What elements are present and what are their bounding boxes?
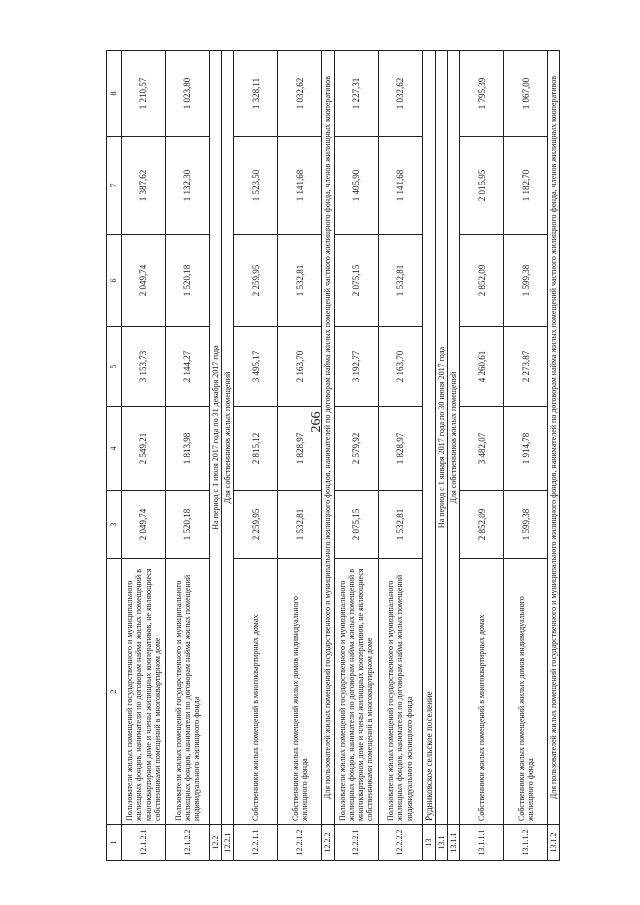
row-description: Собственники жилых помещений жилых домов индивидуального жилищного фонда [504, 559, 548, 825]
tariff-value: 1 227,31 [334, 51, 378, 137]
table-row [278, 51, 322, 861]
tariff-value: 2 015,95 [460, 137, 504, 235]
row-code: 13 [422, 825, 435, 861]
row-description: Собственники жилых помещений в многоквартирных домах [234, 559, 278, 825]
tariff-value: 2 549,21 [122, 407, 166, 491]
subheader-row [548, 51, 560, 861]
tariff-value: 1 132,30 [166, 137, 210, 235]
row-description: Собственники жилых помещений жилых домов индивидуального жилищного фонда [278, 559, 322, 825]
tariff-value: 2 852,09 [460, 235, 504, 327]
tariff-value: 2 163,70 [378, 327, 422, 407]
tariff-value: 1 520,18 [166, 491, 210, 559]
tariff-value: 1 032,62 [378, 51, 422, 137]
subheader-row [210, 51, 222, 861]
row-description: Пользователи жилых помещений государственного и муниципального жилищных фондов, наниматели по договорам найма жилых помещений индивидуального жилищного фонда [378, 559, 422, 825]
rotated-table-container [106, 51, 559, 861]
row-code: 12.2 [210, 825, 222, 861]
tariff-value: 1 141,68 [278, 137, 322, 235]
tariff-value: 1 599,38 [504, 491, 548, 559]
table-row [378, 51, 422, 861]
row-code: 12.2.2.1 [334, 825, 378, 861]
tariff-value: 1 520,18 [166, 235, 210, 327]
tariff-value: 2 075,15 [334, 235, 378, 327]
tariff-table [106, 50, 560, 861]
column-number: 6 [107, 235, 122, 327]
tariff-value: 1 828,97 [378, 407, 422, 491]
tariff-value: 1 532,81 [378, 235, 422, 327]
tariff-value: 1 795,39 [460, 51, 504, 137]
row-description: Пользователи жилых помещений государственного и муниципального жилищных фондов, наниматели по договорам найма жилых помещений индивидуального жилищного фонда [166, 559, 210, 825]
tariff-value: 1 532,81 [278, 491, 322, 559]
subheader-row [448, 51, 460, 861]
period-heading: На период с 1 июля 2017 года по 31 декабря 2017 года [210, 51, 222, 825]
section-row [422, 51, 435, 861]
subheader-row [222, 51, 234, 861]
tariff-value: 1 328,11 [234, 51, 278, 137]
period-heading: Для собственников жилых помещений [448, 51, 460, 825]
tariff-value: 1 828,97 [278, 407, 322, 491]
subheader-row [322, 51, 334, 861]
tariff-value: 1 813,98 [166, 407, 210, 491]
column-number: 8 [107, 51, 122, 137]
column-number: 7 [107, 137, 122, 235]
tariff-value: 1 141,68 [378, 137, 422, 235]
tariff-value: 1 182,70 [504, 137, 548, 235]
period-heading: Для собственников жилых помещений [222, 51, 234, 825]
row-code: 12.2.1.1 [234, 825, 278, 861]
tariff-value: 2 049,74 [122, 235, 166, 327]
row-description: Пользователи жилых помещений государственного и муниципального жилищных фондов, наниматели по договорам найма жилых помещений в многоквартирном доме и члены жилищных кооперативов, не являющиеся собственниками помещений в многоквартирном доме [122, 559, 166, 825]
tariff-value: 1 914,78 [504, 407, 548, 491]
table-row [504, 51, 548, 861]
tariff-value: 2 852,09 [460, 491, 504, 559]
table-row [234, 51, 278, 861]
tariff-value: 2 163,70 [278, 327, 322, 407]
table-row [334, 51, 378, 861]
tariff-value: 1 523,50 [234, 137, 278, 235]
tariff-value: 3 192,77 [334, 327, 378, 407]
row-code: 12.2.1 [222, 825, 234, 861]
row-code: 12.1.2.1 [122, 825, 166, 861]
period-heading: Для пользователей жилых помещений государственного и муниципального жилищного фондов, нанимателей по договорам найма жилых помещений частного жилищного фонда, членов жилищных кооперативов [322, 51, 334, 825]
tariff-value: 1 532,81 [278, 235, 322, 327]
tariff-value: 2 075,15 [334, 491, 378, 559]
column-number: 5 [107, 327, 122, 407]
tariff-value: 2 049,74 [122, 491, 166, 559]
row-code: 12.1.2.2 [166, 825, 210, 861]
tariff-value: 1 599,38 [504, 235, 548, 327]
row-description: Собственники жилых помещений в многоквартирных домах [460, 559, 504, 825]
tariff-value: 2 579,92 [334, 407, 378, 491]
column-number: 2 [107, 559, 122, 825]
row-description: Пользователи жилых помещений государственного и муниципального жилищных фондов, наниматели по договорам найма жилых помещений в многоквартирном доме и члены жилищных кооперативов, не являющиеся собственниками помещений в многоквартирном доме [334, 559, 378, 825]
tariff-value: 3 153,73 [122, 327, 166, 407]
period-heading: Для пользователей жилых помещений государственного и муниципального жилищного фондов, нанимателей по договорам найма жилых помещений частного жилищного фонда, членов жилищных кооперативов [548, 51, 560, 825]
table-row [122, 51, 166, 861]
period-heading: На период с 1 января 2017 года по 30 июня 2017 года [435, 51, 447, 825]
row-code: 13.1.2 [548, 825, 560, 861]
tariff-value: 1 210,57 [122, 51, 166, 137]
row-code: 13.1 [435, 825, 447, 861]
row-code: 13.1.1.1 [460, 825, 504, 861]
row-code: 13.1.1 [448, 825, 460, 861]
tariff-value: 4 260,61 [460, 327, 504, 407]
row-code: 12.2.1.2 [278, 825, 322, 861]
page-number: 266 [309, 411, 324, 433]
tariff-value: 1 387,62 [122, 137, 166, 235]
tariff-value: 2 144,27 [166, 327, 210, 407]
column-number: 1 [107, 825, 122, 861]
tariff-value: 3 482,07 [460, 407, 504, 491]
tariff-value: 1 067,00 [504, 51, 548, 137]
column-number: 3 [107, 491, 122, 559]
subheader-row [435, 51, 447, 861]
tariff-value: 3 495,17 [234, 327, 278, 407]
tariff-value: 1 032,62 [278, 51, 322, 137]
tariff-value: 1 532,81 [378, 491, 422, 559]
row-code: 12.2.2 [322, 825, 334, 861]
tariff-value: 2 815,12 [234, 407, 278, 491]
table-body [107, 51, 560, 861]
table-row [166, 51, 210, 861]
column-number-row [107, 51, 122, 861]
tariff-value: 2 273,87 [504, 327, 548, 407]
table-row [460, 51, 504, 861]
section-title: Рудниковское сельское поселение [422, 51, 435, 825]
tariff-value: 1 405,90 [334, 137, 378, 235]
column-number: 4 [107, 407, 122, 491]
tariff-value: 1 023,80 [166, 51, 210, 137]
row-code: 12.2.2.2 [378, 825, 422, 861]
tariff-value: 2 259,95 [234, 491, 278, 559]
row-code: 13.1.1.2 [504, 825, 548, 861]
tariff-value: 2 259,95 [234, 235, 278, 327]
